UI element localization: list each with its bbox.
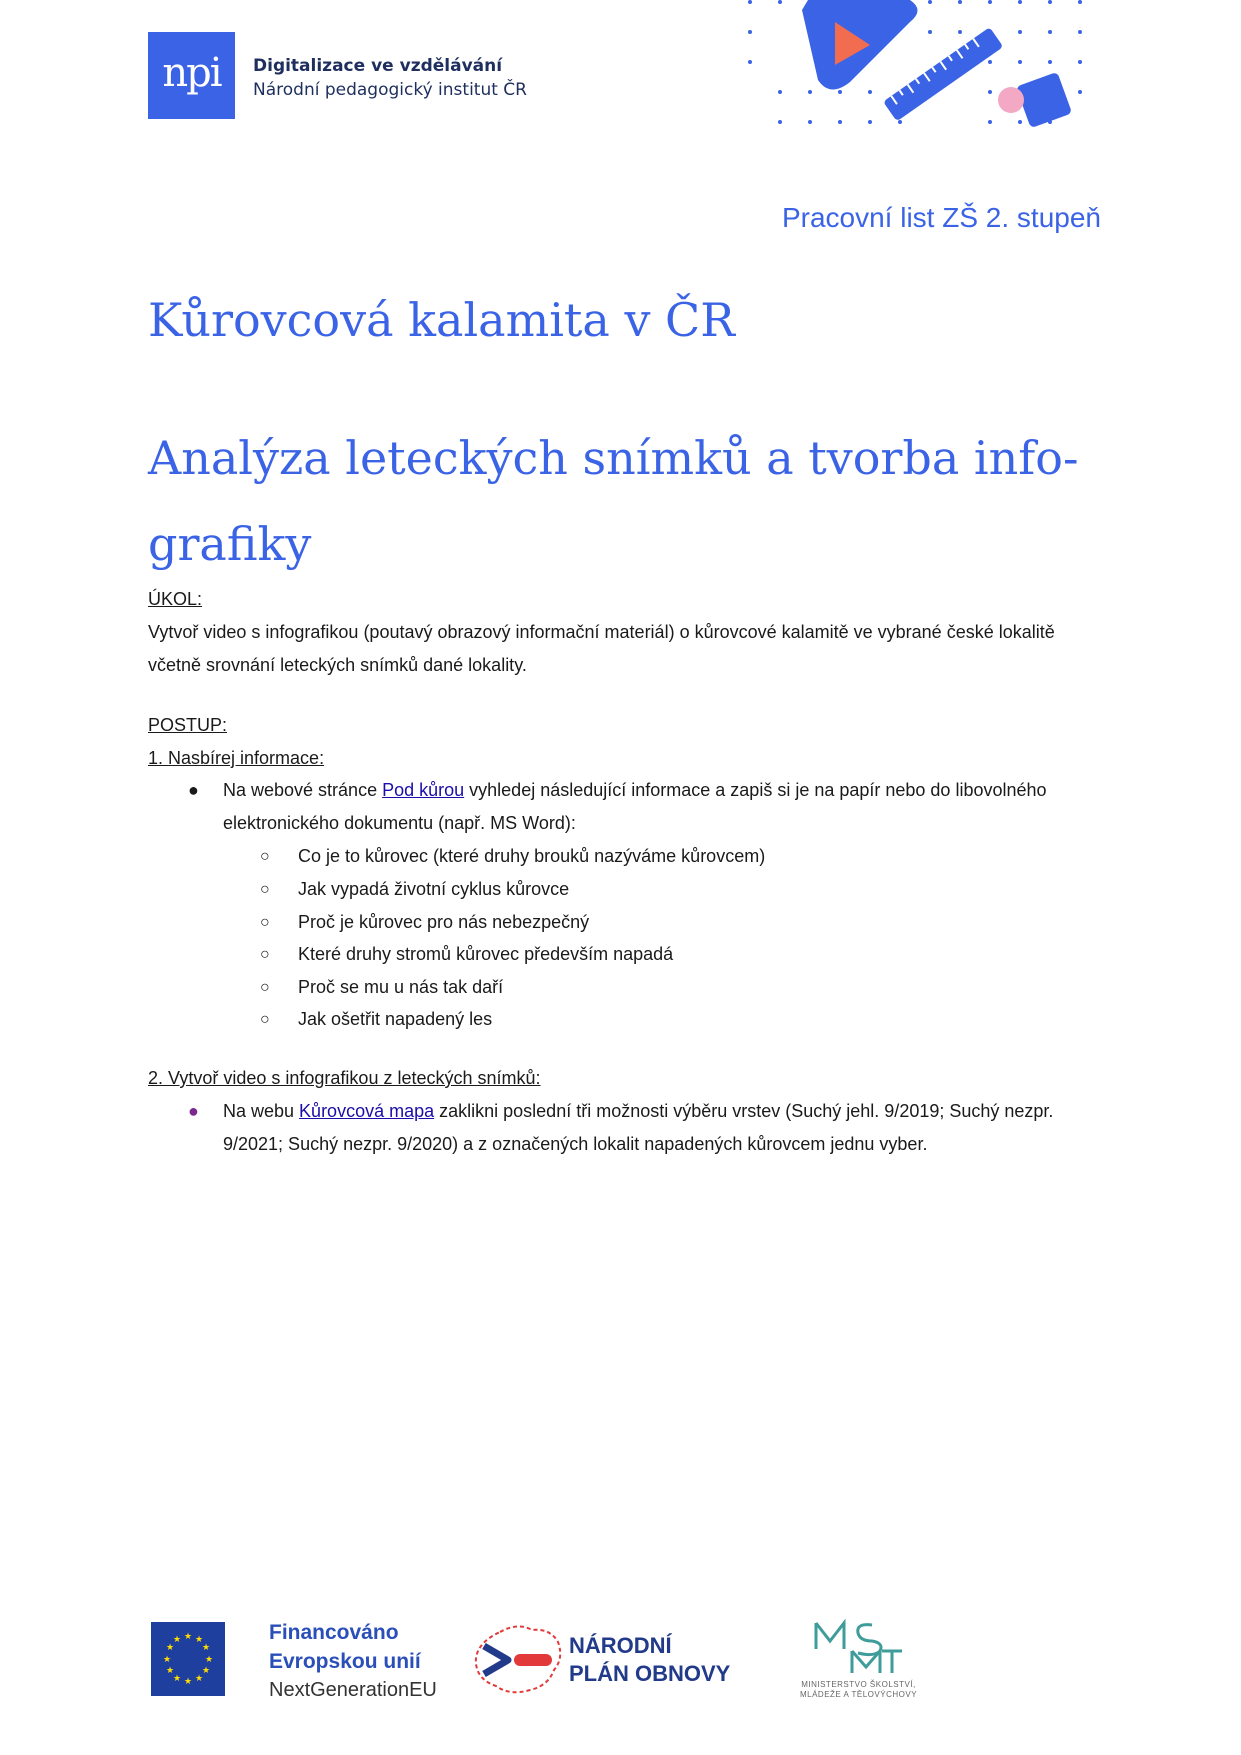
npo-line-1: NÁRODNÍ: [569, 1633, 672, 1658]
npo-text: [569, 1632, 730, 1688]
step2-bullet-prefix: Na webu: [223, 1101, 300, 1121]
svg-text:★: ★: [201, 1643, 211, 1653]
step1-bullet-suffix: vyhledej následující informace a zapiš si je na papír nebo do libovolného elektronického dokumentu (např. MS Word):: [223, 780, 1047, 833]
list-item-text: Jak ošetřit napadený les: [298, 1009, 493, 1029]
list-item-text: Proč je kůrovec pro nás nebezpečný: [298, 912, 590, 932]
circle-bullet-icon: ○: [260, 946, 270, 963]
task-text: Vytvoř video s infografikou (poutavý obrazový informační materiál) o kůrovcové kalamitě ve vybrané české lokalitě včetně srovnání leteckých snímků dané lokality.: [148, 622, 1055, 675]
msmt-line-2: MLÁDEŽE A TĚLOVÝCHOVY: [799, 1690, 918, 1699]
svg-text:★: ★: [162, 1655, 172, 1665]
process-label: POSTUP:: [148, 715, 228, 735]
svg-text:★: ★: [201, 1666, 211, 1676]
svg-text:★: ★: [172, 1674, 182, 1684]
eu-line-1: Financováno: [269, 1621, 399, 1644]
svg-text:★: ★: [183, 1677, 193, 1687]
circle-bullet-icon: ○: [260, 848, 270, 865]
page-title: Kůrovcová kalamita v ČR: [148, 293, 735, 347]
step1-bullet-text: [223, 774, 1093, 840]
step2-bullet-text: [223, 1095, 1093, 1161]
worksheet-type: Pracovní list ZŠ 2. stupeň: [781, 202, 1101, 233]
npi-logo-text: npi: [162, 50, 221, 96]
svg-text:★: ★: [194, 1674, 204, 1684]
eu-line-3: NextGenerationEU: [269, 1679, 437, 1701]
step1-label: 1. Nasbírej informace:: [148, 748, 325, 768]
page-subtitle: Analýza leteckých snímků a tvorba info-grafiky: [148, 431, 1079, 571]
svg-text:★: ★: [165, 1643, 175, 1653]
eu-funding-text: [269, 1618, 437, 1705]
org-line-1: Digitalizace ve vzdělávání: [253, 56, 503, 76]
list-item-text: Jak vypadá životní cyklus kůrovce: [298, 879, 570, 899]
list-item-text: Které druhy stromů kůrovec především napadá: [298, 944, 674, 964]
list-item-text: Proč se mu u nás tak daří: [298, 977, 504, 997]
circle-bullet-icon: ○: [260, 914, 270, 931]
narodni-plan-obnovy-logo-icon: [470, 1620, 566, 1698]
org-line-2: Národní pedagogický institut ČR: [253, 80, 527, 100]
npi-logo: [148, 32, 235, 119]
msmt-text: [786, 1680, 931, 1700]
task-label: ÚKOL:: [148, 589, 203, 609]
svg-text:★: ★: [172, 1635, 182, 1645]
svg-text:★: ★: [165, 1666, 175, 1676]
pod-kurou-link[interactable]: Pod kůrou: [382, 780, 465, 800]
eu-flag-icon: [151, 1622, 225, 1696]
msmt-logo-icon: [812, 1619, 904, 1675]
step2-bullet-suffix: zaklikni poslední tři možnosti výběru vrstev (Suchý jehl. 9/2019; Suchý nezpr. 9/2021; Suchý nezpr. 9/2020) a z označených lokalit napadených kůrovcem jednu vyber.: [223, 1101, 1054, 1154]
bullet-icon: ●: [188, 780, 199, 800]
msmt-line-1: MINISTERSTVO ŠKOLSTVÍ,: [801, 1680, 916, 1689]
organization-name: [253, 54, 527, 102]
list-item-text: Co je to kůrovec (které druhy brouků nazýváme kůrovcem): [298, 846, 766, 866]
circle-bullet-icon: ○: [260, 979, 270, 996]
svg-text:★: ★: [194, 1635, 204, 1645]
circle-bullet-icon: ○: [260, 881, 270, 898]
npo-line-2: PLÁN OBNOVY: [569, 1661, 731, 1686]
circle-bullet-icon: ○: [260, 1011, 270, 1028]
bullet-icon: ●: [188, 1101, 199, 1121]
step2-label: 2. Vytvoř video s infografikou z leteckých snímků:: [148, 1068, 541, 1088]
kurovcova-mapa-link[interactable]: Kůrovcová mapa: [299, 1101, 435, 1121]
eu-line-2: Evropskou unií: [269, 1650, 421, 1673]
decorative-graphic-icon: [740, 0, 1100, 140]
step1-bullet-prefix: Na webové stránce: [223, 780, 383, 800]
svg-text:★: ★: [204, 1655, 214, 1665]
svg-text:★: ★: [183, 1632, 193, 1642]
